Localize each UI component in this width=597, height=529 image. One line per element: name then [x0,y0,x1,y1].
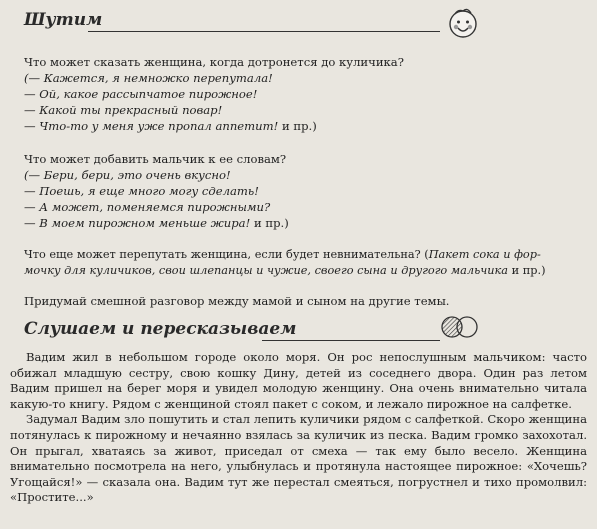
question-3-italic-2: мочку для куличиков, свои шлепанцы и чужие, своего сына и другого мальчика [24,264,509,277]
question-2: Что может добавить мальчик к ее словам? [24,152,287,166]
listen-circles-icon [440,314,482,340]
question-3-tail: и пр.) [508,264,546,277]
answer-2-line-1: (— Бери, бери, это очень вкусно! [24,168,231,182]
answer-2-line-2: — Поешь, я еще много могу сделать! [24,184,259,198]
heading-underline [262,340,440,341]
heading-underline [88,31,440,32]
creative-task: Придумай смешной разговор между мамой и сыном на другие темы. [24,294,450,308]
story-paragraph-1: Вадим жил в небольшом городе около моря. Он рос непослушным мальчиком: часто обижал младшую сестру, свою кошку Дину, детей из соседнего двора. Один раз летом Вадим пришел на берег моря и увидел молодую женщину. Она очень внимательно читала какую-то книгу. Рядом с женщиной стоял пакет с соком, и лежало пирожное на салфетке. [10,350,587,411]
answer-1-line-1: (— Кажется, я немножко перепутала! [24,71,273,85]
smiling-child-face-icon [446,6,480,40]
answer-2-tail: и пр.) [250,216,289,230]
answer-1-line-2: — Ой, какое рассыпчатое пирожное! [24,87,258,101]
answer-1-line-4-text: — Что-то у меня уже пропал аппетит! [24,119,279,133]
answer-2-line-3: — А может, поменяемся пирожными? [24,200,271,214]
answer-2-line-4 [24,216,289,231]
question-3-line-2 [24,263,546,278]
story-paragraph-2: Задумал Вадим зло пошутить и стал лепить куличики рядом с салфеткой. Скоро женщина потянулась к пирожному и нечаянно взялась за куличик из песка. Вадим громко захохотал. Он прыгал, хватаясь за живот, приседал от смеха — так ему было весело. Женщина внимательно посмотрела на него, улыбнулась и протянула настоящее пирожное: «Хочешь? Угощайся!» — сказала она. Вадим тут же перестал смеяться, погрустнел и тихо промолвил: «Простите...» [10,412,587,505]
answer-1-tail: и пр.) [278,119,317,133]
answer-1-line-4 [24,119,317,134]
section-heading-joking: Шутим [24,10,103,30]
question-3-italic-1: Пакет сока и фор- [428,248,541,261]
answer-1-line-3: — Какой ты прекрасный повар! [24,103,223,117]
question-3-start: Что еще может перепутать женщина, если будет невнимательна? ( [24,248,429,261]
story-text [10,350,587,506]
answer-2-line-4-text: — В моем пирожном меньше жира! [24,216,251,230]
question-1: Что может сказать женщина, когда дотронется до куличика? [24,55,404,69]
section-heading-listen-retell: Слушаем и пересказываем [24,319,297,339]
question-3-line-1 [24,247,541,262]
